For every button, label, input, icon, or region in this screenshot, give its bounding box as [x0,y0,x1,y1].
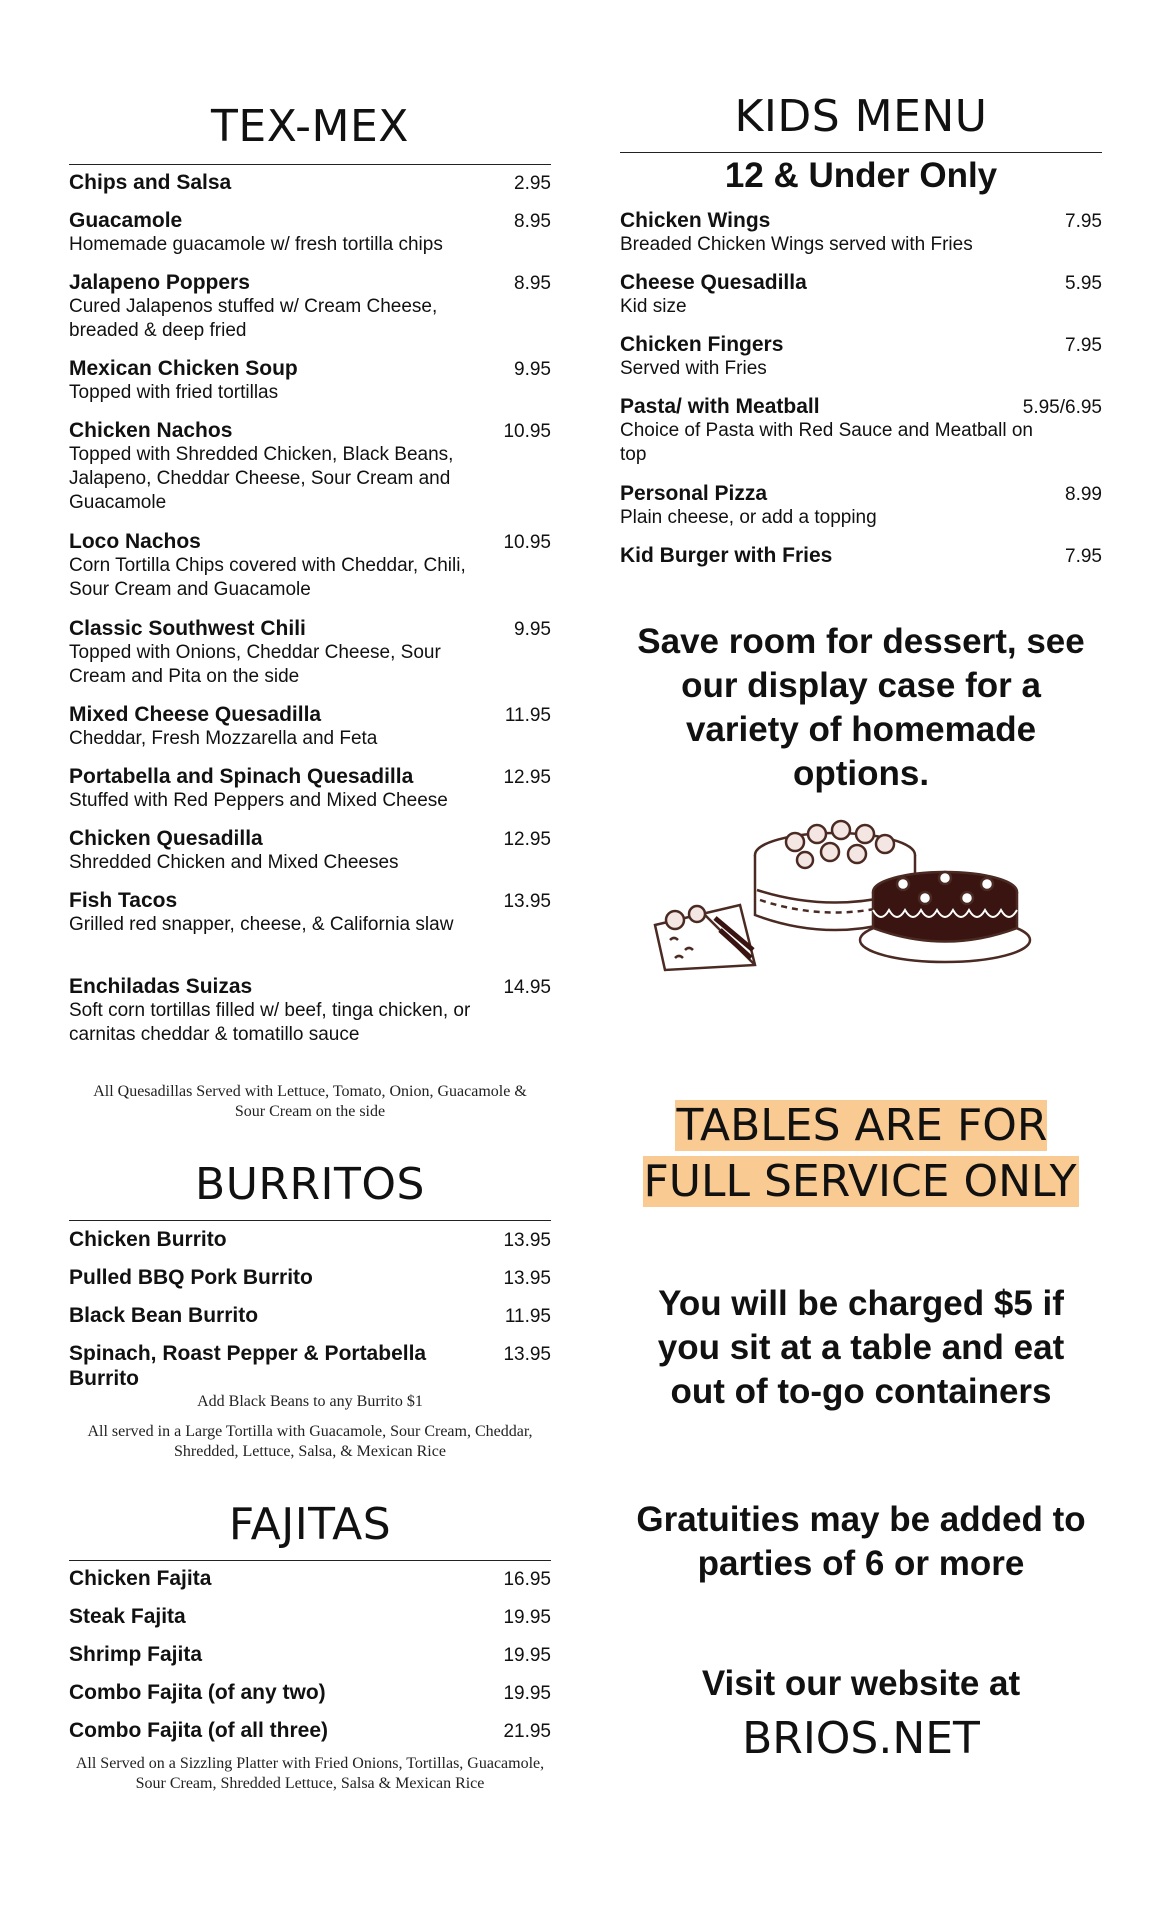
website-intro: Visit our website at [701,1664,1021,1703]
menu-item-steak-fajita: Steak Fajita 19.95 [69,1605,551,1628]
item-desc: Topped with Shredded Chicken, Black Beans, Jalapeno, Cheddar Cheese, Sour Cream and Guacamole [69,444,454,513]
menu-item-spinach-portabella-burrito: Spinach, Roast Pepper & Portabella Burrito 13.95 [69,1342,551,1390]
item-price: 19.95 [503,1607,551,1628]
item-price: 12.95 [503,829,551,850]
item-price: 11.95 [504,1306,551,1327]
item-price: 21.95 [503,1721,551,1742]
item-price: 2.95 [514,173,551,194]
item-desc: Grilled red snapper, cheese, & California slaw [69,914,454,935]
black-beans-note: Add Black Beans to any Burrito $1 [197,1393,423,1410]
item-price: 7.95 [1065,335,1102,356]
menu-item-fish-tacos: Fish Tacos 13.95 Grilled red snapper, cheese, & California slaw [69,889,551,935]
item-price: 14.95 [503,977,551,998]
item-price: 5.95/6.95 [1022,397,1102,418]
kids-item-cheese-quesadilla: Cheese Quesadilla 5.95 Kid size [620,271,1102,317]
item-desc: Topped with fried tortillas [69,382,279,403]
kids-subtitle: 12 & Under Only [724,156,998,195]
item-price: 8.95 [514,273,551,294]
menu-item-combo-fajita-three: Combo Fajita (of all three) 21.95 [69,1719,551,1742]
website-link[interactable]: BRIOS.NET [742,1713,980,1764]
fajitas-served-note: All Served on a Sizzling Platter with Fried Onions, Tortillas, Guacamole, Sour Cream, Shredded Lettuce, Salsa & Mexican Rice [75,1755,545,1792]
menu-item-chicken-quesadilla: Chicken Quesadilla 12.95 Shredded Chicken and Mixed Cheeses [69,827,551,873]
menu-item-portabella-spinach-quesadilla: Portabella and Spinach Quesadilla 12.95 Stuffed with Red Peppers and Mixed Cheese [69,765,551,811]
item-desc: Plain cheese, or add a topping [620,507,877,528]
item-price: 16.95 [503,1569,551,1590]
item-price: 9.95 [514,619,551,640]
item-price: 10.95 [503,421,551,442]
item-price: 7.95 [1065,211,1102,232]
item-desc: Kid size [620,296,687,317]
kids-item-chicken-wings: Chicken Wings 7.95 Breaded Chicken Wings served with Fries [620,209,1102,255]
item-price: 7.95 [1065,546,1102,567]
item-desc: Served with Fries [620,358,767,379]
menu-item-enchiladas-suizas: Enchiladas Suizas 14.95 Soft corn tortillas filled w/ beef, tinga chicken, or carnitas cheddar & tomatillo sauce [69,975,551,1045]
item-desc: Choice of Pasta with Red Sauce and Meatball on top [620,420,1033,465]
menu-item-chicken-fajita: Chicken Fajita 16.95 [69,1567,551,1590]
burritos-title: BURRITOS [195,1159,425,1210]
item-desc: Cheddar, Fresh Mozzarella and Feta [69,728,378,749]
item-price: 19.95 [503,1645,551,1666]
kids-item-personal-pizza: Personal Pizza 8.99 Plain cheese, or add a topping [620,482,1102,528]
menu-item-shrimp-fajita: Shrimp Fajita 19.95 [69,1643,551,1666]
kids-item-pasta-meatball: Pasta/ with Meatball 5.95/6.95 Choice of Pasta with Red Sauce and Meatball on top [620,395,1102,465]
burritos-served-note: All served in a Large Tortilla with Guacamole, Sour Cream, Cheddar, Shredded, Lettuce, Salsa, & Mexican Rice [87,1423,533,1460]
item-price: 13.95 [503,891,551,912]
item-price: 8.99 [1065,484,1102,505]
menu-item-southwest-chili: Classic Southwest Chili 9.95 Topped with Onions, Cheddar Cheese, Sour Cream and Pita on the side [69,617,551,687]
menu-item-combo-fajita-two: Combo Fajita (of any two) 19.95 [69,1681,551,1704]
menu-item-chips-salsa: Chips and Salsa 2.95 [69,171,551,194]
burritos-rule [69,1220,551,1221]
tables-full-service-notice: TABLES ARE FOR FULL SERVICE ONLY [643,1100,1077,1207]
menu-item-mexican-chicken-soup: Mexican Chicken Soup 9.95 Topped with fried tortillas [69,357,551,403]
item-price: 13.95 [503,1344,551,1365]
menu-item-bbq-pork-burrito: Pulled BBQ Pork Burrito 13.95 [69,1266,551,1289]
menu-item-guacamole: Guacamole 8.95 Homemade guacamole w/ fresh tortilla chips [69,209,551,255]
cakes-icon [645,800,1045,1000]
kids-title: KIDS MENU [734,91,988,142]
item-desc: Homemade guacamole w/ fresh tortilla chips [69,234,443,255]
item-desc: Breaded Chicken Wings served with Fries [620,234,973,255]
menu-item-mixed-cheese-quesadilla: Mixed Cheese Quesadilla 11.95 Cheddar, Fresh Mozzarella and Feta [69,703,551,749]
item-price: 13.95 [503,1230,551,1251]
menu-item-chicken-nachos: Chicken Nachos 10.95 Topped with Shredded Chicken, Black Beans, Jalapeno, Cheddar Cheese, Sour Cream and Guacamole [69,419,551,513]
menu-item-chicken-burrito: Chicken Burrito 13.95 [69,1228,551,1251]
item-desc: Cured Jalapenos stuffed w/ Cream Cheese, breaded & deep fried [69,296,438,341]
quesadilla-note: All Quesadillas Served with Lettuce, Tomato, Onion, Guacamole & Sour Cream on the side [93,1083,527,1120]
to-go-charge-message: You will be charged $5 if you sit at a table and eat out of to-go containers [657,1284,1065,1411]
menu-item-jalapeno-poppers: Jalapeno Poppers 8.95 Cured Jalapenos stuffed w/ Cream Cheese, breaded & deep fried [69,271,551,341]
item-price: 8.95 [514,211,551,232]
menu-item-loco-nachos: Loco Nachos 10.95 Corn Tortilla Chips covered with Cheddar, Chili, Sour Cream and Guacamole [69,530,551,600]
item-desc: Shredded Chicken and Mixed Cheeses [69,852,399,873]
item-desc: Topped with Onions, Cheddar Cheese, Sour Cream and Pita on the side [69,642,441,687]
item-price: 11.95 [504,705,551,726]
item-price: 19.95 [503,1683,551,1704]
item-price: 12.95 [503,767,551,788]
item-price: 9.95 [514,359,551,380]
dessert-message: Save room for dessert, see our display case for a variety of homemade options. [637,622,1085,793]
item-price: 10.95 [503,532,551,553]
item-price: 5.95 [1065,273,1102,294]
item-desc: Stuffed with Red Peppers and Mixed Cheese [69,790,448,811]
kids-item-chicken-fingers: Chicken Fingers 7.95 Served with Fries [620,333,1102,379]
gratuity-message: Gratuities may be added to parties of 6 or more [636,1500,1086,1583]
item-price: 13.95 [503,1268,551,1289]
texmex-title: TEX-MEX [211,101,409,152]
kids-item-kid-burger: Kid Burger with Fries 7.95 [620,544,1102,567]
item-desc: Soft corn tortillas filled w/ beef, tinga chicken, or carnitas cheddar & tomatillo sauce [69,1000,471,1045]
fajitas-title: FAJITAS [228,1499,392,1550]
item-desc: Corn Tortilla Chips covered with Cheddar, Chili, Sour Cream and Guacamole [69,555,466,600]
fajitas-rule [69,1560,551,1561]
menu-item-black-bean-burrito: Black Bean Burrito 11.95 [69,1304,551,1327]
texmex-rule [69,164,551,165]
